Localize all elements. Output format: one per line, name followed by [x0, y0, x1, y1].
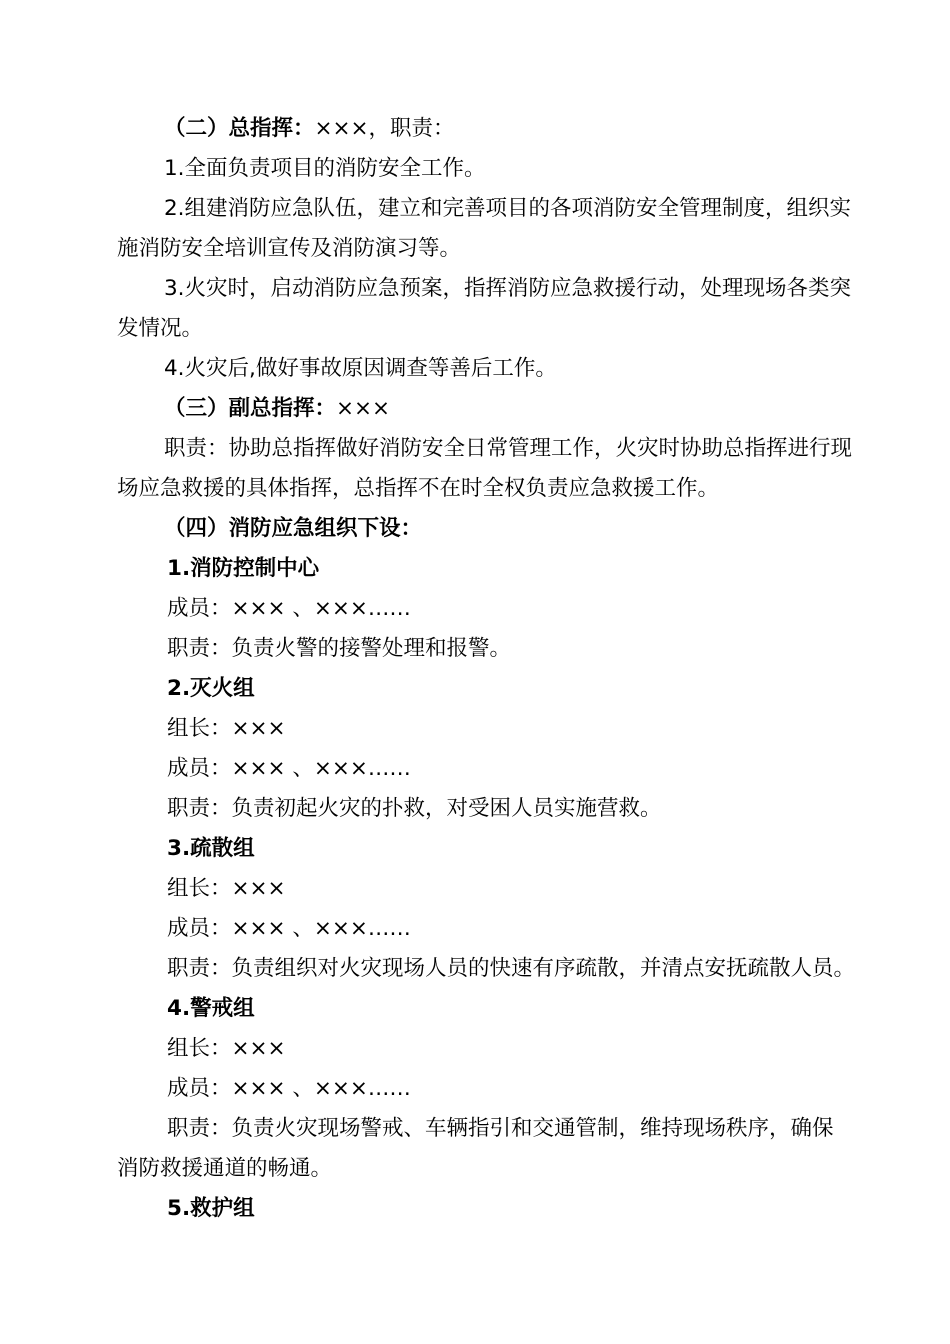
control-center-duty: 职责：负责火警的接警处理和报警。: [167, 636, 512, 661]
commander-heading: [164, 114, 455, 144]
guard-members: 成员：××× 、×××……: [167, 1076, 411, 1101]
commander-name: ×××，职责：: [314, 116, 455, 141]
deputy-heading: [164, 394, 390, 424]
deputy-duty-line-1: 职责：协助总指挥做好消防安全日常管理工作，火灾时协助总指挥进行现: [164, 436, 853, 461]
guard-leader: 组长：×××: [167, 1036, 286, 1061]
firefighting-heading: 2.灭火组: [167, 676, 255, 701]
commander-duty-2-cont: 施消防安全培训宣传及消防演习等。: [117, 236, 462, 261]
guard-heading: 4.警戒组: [167, 996, 255, 1021]
guard-duty-line-2: 消防救援通道的畅通。: [117, 1156, 333, 1181]
firefighting-members: 成员：××× 、×××……: [167, 756, 411, 781]
commander-duty-1: 1.全面负责项目的消防安全工作。: [164, 156, 486, 181]
rescue-heading: 5.救护组: [167, 1196, 255, 1221]
commander-duty-3-cont: 发情况。: [117, 316, 204, 341]
deputy-name: ×××: [336, 396, 391, 421]
firefighting-leader: 组长：×××: [167, 716, 286, 741]
guard-duty-line-1: 职责：负责火灾现场警戒、车辆指引和交通管制，维持现场秩序，确保: [167, 1116, 834, 1141]
evacuation-heading: 3.疏散组: [167, 836, 255, 861]
commander-duty-4: 4.火灾后,做好事故原因调查等善后工作。: [164, 356, 557, 381]
deputy-title: （三）副总指挥：: [164, 396, 337, 421]
firefighting-duty: 职责：负责初起火灾的扑救，对受困人员实施营救。: [167, 796, 662, 821]
org-title: （四）消防应急组织下设：: [164, 516, 423, 541]
control-center-members: 成员：××× 、×××……: [167, 596, 411, 621]
deputy-duty-line-2: 场应急救援的具体指挥，总指挥不在时全权负责应急救援工作。: [117, 476, 720, 501]
commander-title: （二）总指挥：: [164, 116, 315, 141]
commander-duty-3: 3.火灾时，启动消防应急预案，指挥消防应急救援行动，处理现场各类突: [164, 276, 852, 301]
evacuation-leader: 组长：×××: [167, 876, 286, 901]
evacuation-duty: 职责：负责组织对火灾现场人员的快速有序疏散，并清点安抚疏散人员。: [167, 956, 856, 981]
commander-duty-2: 2.组建消防应急队伍，建立和完善项目的各项消防安全管理制度，组织实: [164, 196, 852, 221]
evacuation-members: 成员：××× 、×××……: [167, 916, 411, 941]
control-center-heading: 1.消防控制中心: [167, 556, 320, 581]
